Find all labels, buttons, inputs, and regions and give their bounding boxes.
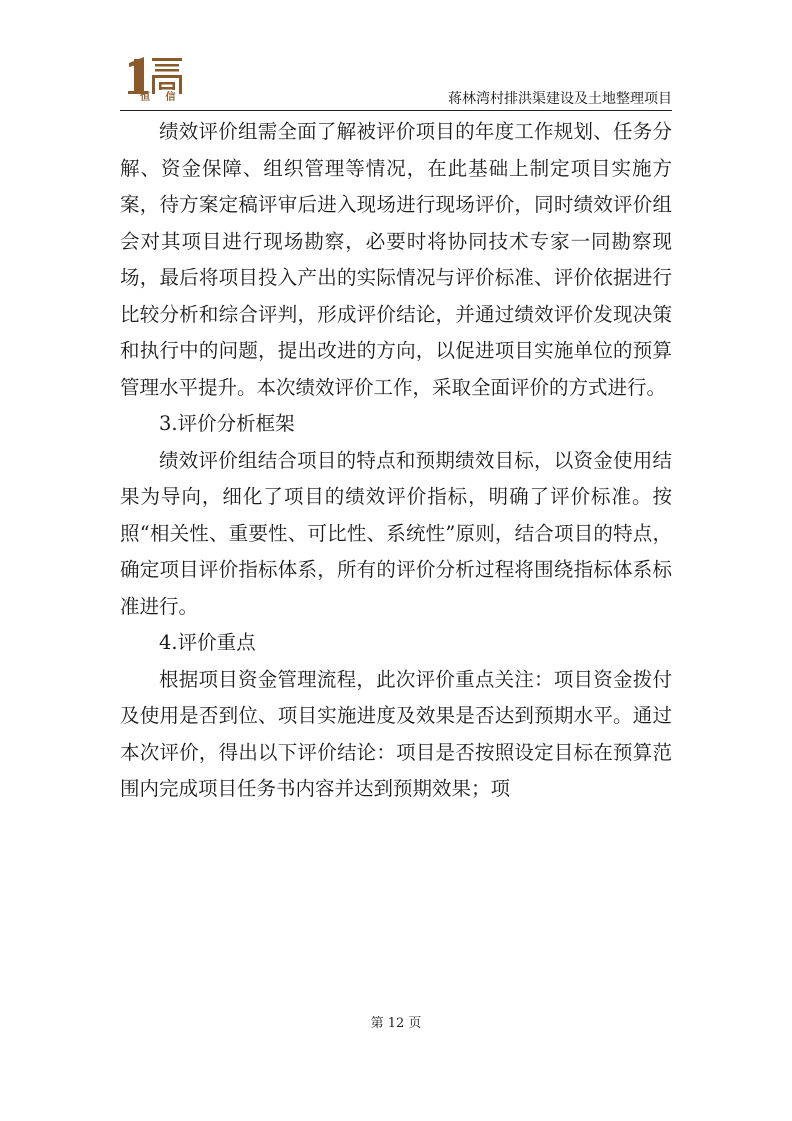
document-body [120, 114, 672, 808]
section-heading: 4.评价重点 [159, 631, 256, 654]
paragraph: 绩效评价组需全面了解被评价项目的年度工作规划、任务分解、资金保障、组织管理等情况，在此基础上制定项目实施方案，待方案定稿评审后进入现场进行现场评价，同时绩效评价组会对其项目进行现场勘察，必要时将协同技术专家一同勘察现场，最后将项目投入产出的实际情况与评价标准、评价依据进行比较分析和综合评判，形成评价结论，并通过绩效评价发现决策和执行中的问题，提出改进的方向，以促进项目实施单位的预算管理水平提升。本次绩效评价工作，采取全面评价的方式进行。 [120, 120, 672, 399]
paragraph: 根据项目资金管理流程，此次评价重点关注：项目资金拨付及使用是否到位、项目实施进度及效果是否达到预期水平。通过本次评价，得出以下评价结论：项目是否按照设定目标在预算范围内完成项目任务书内容并达到预期效果；项 [120, 667, 672, 800]
page-number: 第 12 页 [370, 1016, 422, 1031]
page-header [120, 45, 672, 111]
paragraph: 绩效评价组结合项目的特点和预期绩效目标，以资金使用结果为导向，细化了项目的绩效评价指标，明确了评价标准。按照“相关性、重要性、可比性、系统性”原则，结合项目的特点，确定项目评价指标体系，所有的评价分析过程将围绕指标体系标准进行。 [120, 448, 672, 618]
header-title: 蒋林湾村排洪渠建设及土地整理项目 [448, 91, 672, 107]
section-heading: 3.评价分析框架 [159, 412, 295, 435]
logo-text: 恒 信 [140, 92, 182, 103]
